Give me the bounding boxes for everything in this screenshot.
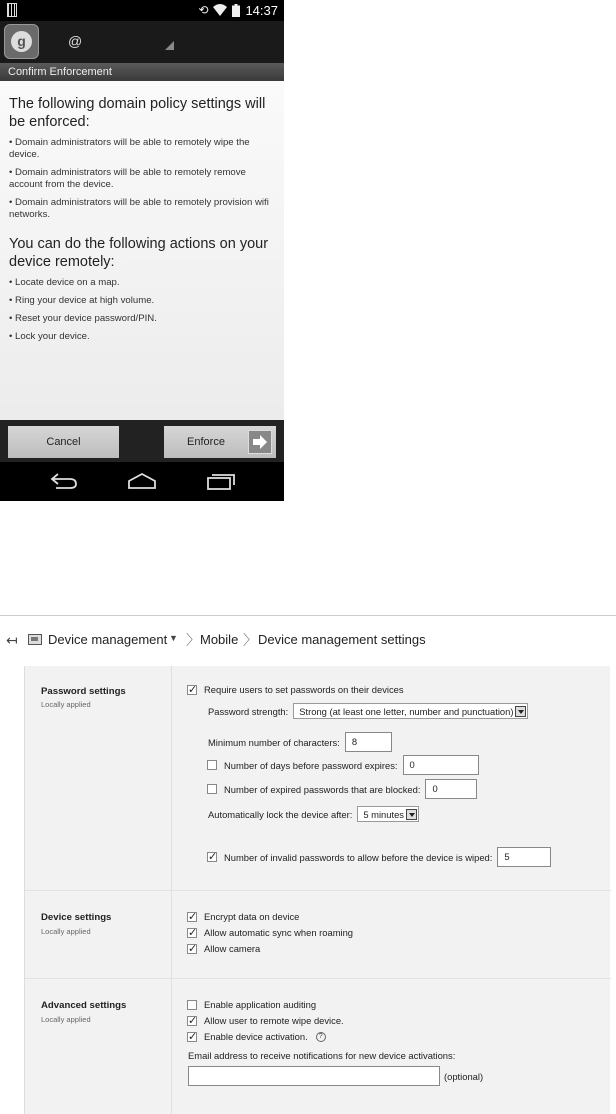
email-notification-input[interactable] — [188, 1066, 440, 1086]
password-expire-label: Number of days before password expires: — [224, 759, 398, 771]
min-chars-label: Minimum number of characters: — [208, 736, 340, 748]
admin-console — [0, 615, 616, 1114]
help-icon[interactable]: ? — [316, 1032, 326, 1042]
device-settings-title: Device settings — [41, 912, 112, 923]
advanced-settings-title: Advanced settings — [41, 1000, 127, 1011]
advanced-setting-row — [187, 999, 316, 1010]
password-expire-row — [207, 755, 479, 775]
notification-icon — [7, 3, 17, 17]
autolock-label: Automatically lock the device after: — [208, 808, 353, 820]
dropdown-arrow-icon — [515, 706, 526, 717]
app-auditing-checkbox[interactable] — [187, 1000, 197, 1010]
device-settings-subtitle: Locally applied — [41, 927, 91, 936]
section-divider — [25, 978, 611, 979]
autolock-value: 5 minutes — [363, 808, 404, 820]
policy-item: • Domain administrators will be able to remotely remove account from the device. — [9, 167, 246, 190]
blocked-passwords-label: Number of expired passwords that are blocked: — [224, 783, 421, 795]
password-strength-row — [208, 703, 528, 719]
require-password-checkbox[interactable] — [187, 685, 197, 695]
breadcrumb-mobile[interactable]: Mobile — [200, 632, 239, 647]
settings-panel — [24, 666, 610, 1114]
action-item: • Ring your device at high volume. — [9, 295, 155, 306]
policy-item: • Domain administrators will be able to remotely provision wifi networks. — [9, 197, 269, 220]
enforce-button-label: Enforce — [187, 436, 225, 448]
blocked-passwords-input[interactable]: 0 — [425, 779, 477, 799]
battery-icon — [232, 4, 240, 17]
password-strength-select[interactable] — [293, 703, 528, 719]
rotate-icon: ⟲ — [198, 3, 209, 17]
password-strength-label: Password strength: — [208, 705, 289, 717]
device-setting-row — [187, 943, 260, 954]
device-setting-row — [187, 911, 299, 922]
action-bar — [0, 21, 284, 63]
invalid-passwords-label: Number of invalid passwords to allow before the device is wiped: — [224, 851, 493, 863]
blocked-passwords-checkbox[interactable] — [207, 784, 217, 794]
require-password-row — [187, 684, 404, 695]
min-chars-row — [208, 732, 392, 752]
invalid-passwords-input[interactable]: 5 — [497, 847, 551, 867]
phone-screen — [0, 0, 284, 501]
password-strength-value: Strong (at least one letter, number and punctuation) — [299, 705, 514, 717]
google-settings-app-icon[interactable]: g — [4, 24, 39, 59]
advanced-setting-row — [187, 1031, 326, 1042]
advanced-setting-row — [187, 1015, 344, 1026]
arrow-right-icon — [248, 430, 272, 454]
advanced-setting-label: Enable application auditing — [204, 999, 317, 1010]
require-password-label: Require users to set passwords on their devices — [204, 684, 404, 695]
spinner-corner-icon[interactable] — [165, 41, 174, 50]
email-notification-label: Email address to receive notifications for new device activations: — [188, 1050, 456, 1061]
recent-apps-icon[interactable] — [206, 472, 236, 490]
actions-heading: You can do the following actions on your device remotely: — [9, 236, 269, 270]
section-divider — [25, 890, 611, 891]
device-setting-label: Encrypt data on device — [204, 911, 300, 922]
back-icon[interactable] — [50, 472, 78, 490]
dialog-title: Confirm Enforcement — [0, 63, 284, 81]
breadcrumb-device-management[interactable]: Device management — [48, 632, 168, 647]
cancel-button[interactable]: Cancel — [8, 426, 119, 458]
password-expire-checkbox[interactable] — [207, 760, 217, 770]
wifi-icon — [213, 4, 227, 16]
back-arrow-icon[interactable]: ↤ — [6, 632, 18, 648]
caret-down-icon[interactable]: ▼ — [169, 633, 178, 643]
blocked-passwords-row — [207, 779, 477, 799]
email-notification-row — [188, 1066, 483, 1086]
advanced-setting-label: Enable device activation. — [204, 1031, 308, 1042]
min-chars-input[interactable]: 8 — [345, 732, 392, 752]
action-item: • Lock your device. — [9, 331, 90, 342]
device-setting-label: Allow camera — [204, 943, 261, 954]
policy-item: • Domain administrators will be able to remotely wipe the device. — [9, 137, 250, 160]
action-item: • Reset your device password/PIN. — [9, 313, 157, 324]
breadcrumb-current-page: Device management settings — [258, 632, 426, 647]
dialog-button-bar — [0, 420, 284, 462]
optional-label: (optional) — [444, 1070, 484, 1082]
allow-camera-checkbox[interactable] — [187, 944, 197, 954]
breadcrumb — [0, 616, 616, 666]
dialog-content — [0, 81, 284, 420]
encrypt-data-checkbox[interactable] — [187, 912, 197, 922]
enforce-button[interactable] — [164, 426, 276, 458]
chevron-right-icon: 〉 — [186, 632, 200, 648]
advanced-setting-label: Allow user to remote wipe device. — [204, 1015, 344, 1026]
password-expire-input[interactable]: 0 — [403, 755, 479, 775]
invalid-passwords-row — [207, 847, 551, 867]
autolock-row — [208, 806, 419, 822]
device-management-icon — [28, 634, 42, 645]
invalid-passwords-checkbox[interactable] — [207, 852, 217, 862]
device-setting-label: Allow automatic sync when roaming — [204, 927, 354, 938]
action-item: • Locate device on a map. — [9, 277, 120, 288]
policy-heading: The following domain policy settings will be enforced: — [9, 96, 266, 130]
home-icon[interactable] — [127, 472, 157, 490]
autolock-select[interactable] — [357, 806, 419, 822]
device-setting-row — [187, 927, 353, 938]
advanced-settings-subtitle: Locally applied — [41, 1015, 91, 1024]
password-settings-subtitle: Locally applied — [41, 700, 91, 709]
password-settings-title: Password settings — [41, 686, 126, 697]
account-selector[interactable]: @ — [68, 33, 83, 49]
status-bar — [0, 0, 284, 21]
device-activation-checkbox[interactable] — [187, 1032, 197, 1042]
dropdown-arrow-icon — [406, 809, 417, 820]
sync-roaming-checkbox[interactable] — [187, 928, 197, 938]
navigation-bar — [0, 462, 284, 501]
chevron-right-icon: 〉 — [243, 632, 257, 648]
status-time: 14:37 — [245, 2, 278, 18]
remote-wipe-checkbox[interactable] — [187, 1016, 197, 1026]
